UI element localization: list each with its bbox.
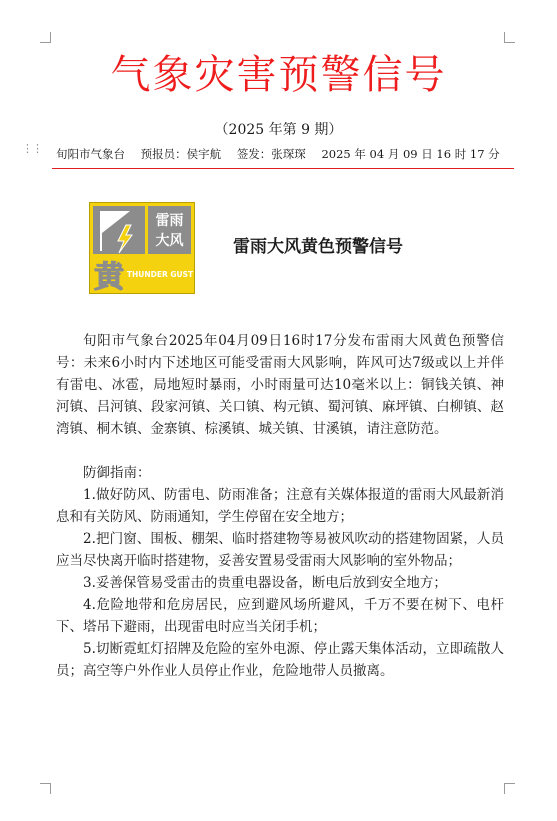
meta-reporter: 预报员：侯宇航 bbox=[140, 147, 222, 161]
guide-title: 防御指南： bbox=[83, 465, 151, 481]
guide-item: 4.危险地带和危房居民，应到避风场所避风，千万不要在树下、电杆下、塔吊下避雨，出现雷电时应当关闭手机； bbox=[56, 597, 504, 635]
badge-english: THUNDER GUST bbox=[126, 270, 194, 279]
guide-item: 1.做好防风、防雷电、防雨准备；注意有关媒体报道的雷雨大风最新消息和有关防风、防雨通知，学生停留在安全地方； bbox=[56, 487, 504, 525]
meta-datetime: 2025 年 04 月 09 日 16 时 17 分 bbox=[321, 147, 500, 161]
meta-signer: 签发：张琛琛 bbox=[236, 147, 306, 161]
page-corner-mark bbox=[504, 783, 515, 794]
guide-item: 5.切断霓虹灯招牌及危险的室外电源、停止露天集体活动，立即疏散人员；高空等户外作业人员停止作业，危险地带人员撤离。 bbox=[56, 641, 504, 679]
warning-paragraph: 旬阳市气象台2025年04月09日16时17分发布雷雨大风黄色预警信号：未来6小时内下述地区可能受雷雨大风影响，阵风可达7级或以上并伴有雷电、冰雹，局地短时暴雨，小时雨量可达10毫米以上：铜钱关镇、神河镇、吕河镇、段家河镇、关口镇、构元镇、蜀河镇、麻坪镇、白柳镇、赵湾镇、桐木镇、金寨镇、棕溪镇、城关镇、甘溪镇，请注意防范。 bbox=[56, 333, 504, 437]
document-body bbox=[56, 330, 504, 682]
warning-badge bbox=[89, 202, 195, 294]
badge-line1: 雷雨 bbox=[155, 213, 184, 229]
page-corner-mark bbox=[40, 783, 51, 794]
guide-item: 2.把门窗、围板、棚架、临时搭建物等易被风吹动的搭建物固紧，人员应当尽快离开临时搭建物，妥善安置易受雷雨大风影响的室外物品； bbox=[56, 531, 504, 569]
red-divider bbox=[52, 168, 514, 169]
page-corner-mark bbox=[40, 32, 51, 43]
flag-pole-icon bbox=[100, 211, 102, 251]
meta-line bbox=[56, 145, 516, 163]
meta-agency: 旬阳市气象台 bbox=[56, 147, 125, 161]
issue-number: （2025 年第 9 期） bbox=[214, 122, 343, 138]
guide-item: 3.妥善保管易受雷击的贵重电器设备，断电后放到安全地方； bbox=[83, 575, 447, 591]
signal-title: 雷雨大风黄色预警信号 bbox=[233, 237, 403, 257]
badge-line2: 大风 bbox=[155, 233, 184, 249]
document-title: 气象灾害预警信号 bbox=[110, 52, 447, 98]
badge-main-char: 黄 bbox=[94, 260, 124, 293]
drag-handle-icon[interactable]: ⋮⋮ bbox=[22, 142, 42, 155]
page-corner-mark bbox=[504, 32, 515, 43]
